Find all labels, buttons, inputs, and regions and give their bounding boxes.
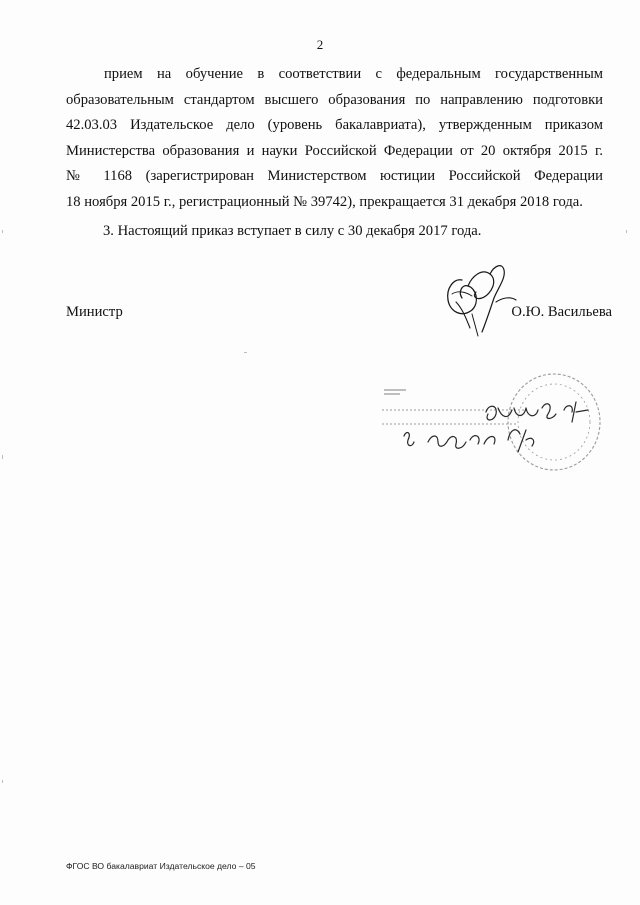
paragraph-line: прием на обучение в соответствии с федеральным государственным xyxy=(104,66,603,82)
paragraph-line: образовательным стандартом высшего образования по направлению подготовки xyxy=(66,91,603,108)
paragraph-line: № 1168 (зарегистрирован Министерством юстиции Российской Федерации xyxy=(66,168,603,185)
order-text xyxy=(66,62,603,244)
page-number: 2 xyxy=(316,37,324,52)
approval-stamp xyxy=(376,360,608,490)
paragraph-line: Министерства образования и науки Российской Федерации от 20 октября 2015 г. xyxy=(66,142,603,159)
minister-signature xyxy=(432,258,530,340)
clause-3: 3. Настоящий приказ вступает в силу с 30 декабря 2017 года. xyxy=(103,222,482,239)
signatory-name: О.Ю. Васильева xyxy=(511,304,612,320)
signatory-position: Министр xyxy=(66,304,123,320)
document-code-footer: ФГОС ВО бакалавриат Издательское дело – 05 xyxy=(66,861,256,871)
paragraph-line: 42.03.03 Издательское дело (уровень бакалавриата), утвержденным приказом xyxy=(66,117,603,134)
paragraph-line: 18 ноября 2015 г., регистрационный № 39742), прекращается 31 декабря 2018 года. xyxy=(66,193,583,210)
